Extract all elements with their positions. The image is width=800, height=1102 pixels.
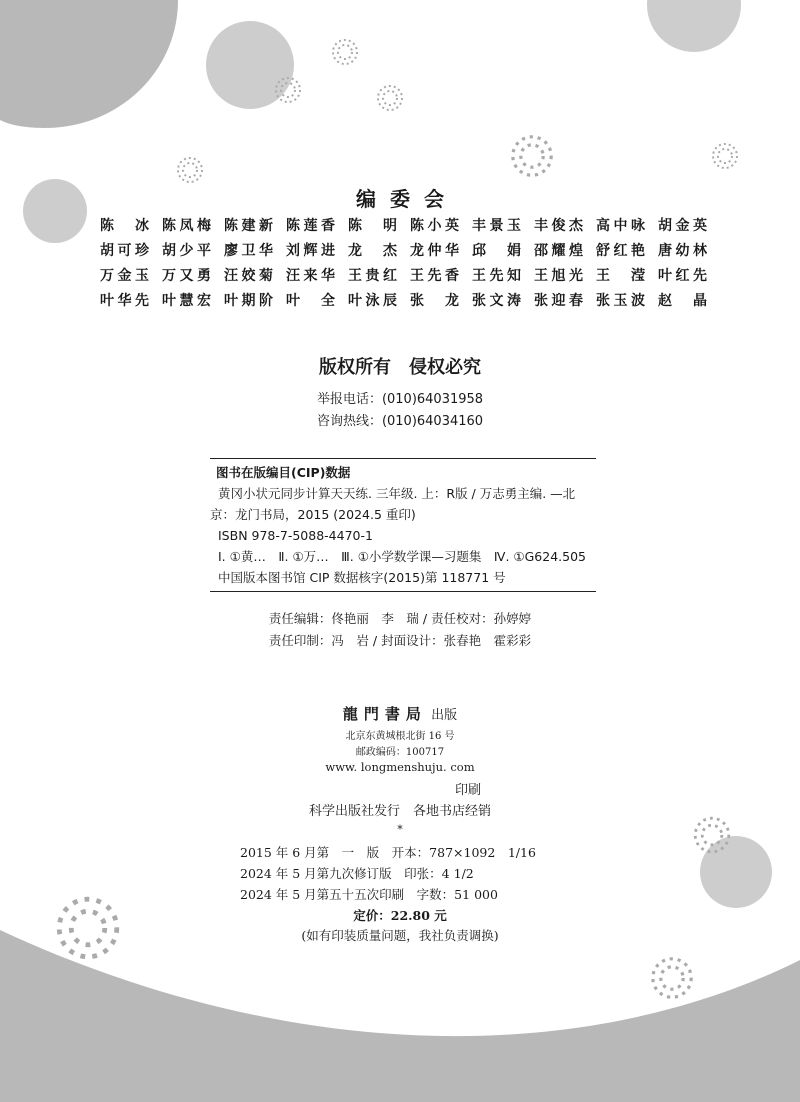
circle-top-center — [206, 21, 294, 109]
committee-name: 胡可珍 — [100, 243, 150, 259]
committee-name: 陈莲香 — [286, 218, 336, 234]
credits-editor-line: 责任编辑：佟艳丽 李 瑞 / 责任校对：孙婷婷 — [268, 611, 532, 626]
committee-name: 赵晶 — [658, 293, 708, 309]
committee-name: 张迎春 — [534, 293, 584, 309]
distribution-line: 科学出版社发行 各地书店经销 — [308, 804, 491, 819]
committee-name: 张文涛 — [472, 293, 522, 309]
committee-name: 万金玉 — [100, 268, 150, 284]
committee-name: 舒红艳 — [596, 243, 646, 259]
cip-catalog-note: 中国版本图书馆 CIP 数据核字(2015)第 118771 号 — [218, 570, 506, 585]
committee-name: 王先知 — [472, 268, 522, 284]
committee-name: 叶期阶 — [224, 293, 274, 309]
publisher-website: www. longmenshuju. com — [325, 760, 475, 774]
credits-print-line: 责任印制：冯 岩 / 封面设计：张春艳 霍彩彩 — [268, 633, 532, 648]
committee-name: 汪来华 — [286, 268, 336, 284]
edition-line-2: 2024 年 5 月第九次修订版 印张：4 1/2 — [240, 866, 474, 881]
separator-star: * — [397, 823, 403, 836]
committee-name: 王贵红 — [348, 268, 398, 284]
committee-name: 张玉波 — [596, 293, 646, 309]
circle-right — [700, 836, 772, 908]
cip-title-line: 黄冈小状元同步计算天天练. 三年级. 上：R版 / 万志勇主编. —北 — [218, 486, 576, 501]
committee-name: 邱娟 — [472, 243, 522, 259]
publisher-address: 北京东黄城根北街 16 号 — [345, 731, 455, 742]
committee-name: 高中咏 — [596, 218, 646, 234]
committee-name-grid — [100, 216, 720, 311]
committee-name: 胡金英 — [658, 218, 708, 234]
report-phone: 举报电话：(010)64031958 — [316, 392, 484, 407]
dot-ornament-4 — [178, 158, 202, 182]
copyright-notice: 版权所有 侵权必究 — [319, 357, 481, 378]
edition-line-1: 2015 年 6 月第 一 版 开本：787×1092 1/16 — [240, 845, 536, 860]
committee-name: 王先香 — [410, 268, 460, 284]
committee-name: 王旭光 — [534, 268, 584, 284]
committee-name: 邵耀煌 — [534, 243, 584, 259]
committee-name: 龙杰 — [348, 243, 398, 259]
publisher-postcode: 邮政编码：100717 — [355, 747, 445, 758]
committee-name: 叶慧宏 — [162, 293, 212, 309]
committee-name: 胡少平 — [162, 243, 212, 259]
circle-top-right — [647, 0, 741, 52]
price: 定价：22.80 元 — [353, 908, 447, 923]
cip-top-rule — [210, 458, 596, 459]
committee-name: 丰景玉 — [472, 218, 522, 234]
publish-label: 出版 — [431, 708, 458, 723]
committee-name: 叶华先 — [100, 293, 150, 309]
committee-name: 叶红先 — [658, 268, 708, 284]
committee-name: 陈明 — [348, 218, 398, 234]
dot-ornament-6 — [713, 144, 737, 168]
edition-line-3: 2024 年 5 月第五十五次印刷 字数：51 000 — [240, 887, 498, 902]
committee-name: 刘辉进 — [286, 243, 336, 259]
hotline-phone: 咨询热线：(010)64034160 — [316, 414, 484, 429]
committee-name: 陈凤梅 — [162, 218, 212, 234]
publisher-logo: 龍門書局 — [342, 705, 427, 723]
committee-name: 叶全 — [286, 293, 336, 309]
committee-name: 唐幼林 — [658, 243, 708, 259]
dot-ornament-1 — [333, 40, 357, 64]
cip-isbn: ISBN 978-7-5088-4470-1 — [218, 528, 373, 543]
printing-label: 印刷 — [455, 783, 482, 798]
committee-name: 丰俊杰 — [534, 218, 584, 234]
committee-name: 汪姣菊 — [224, 268, 274, 284]
committee-name: 万又勇 — [162, 268, 212, 284]
committee-name: 廖卫华 — [224, 243, 274, 259]
committee-title: 编委会 — [356, 187, 458, 211]
quality-notice: (如有印装质量问题，我社负责调换) — [301, 928, 499, 943]
top-left-arc — [0, 0, 178, 128]
cip-publisher-line: 京：龙门书局，2015 (2024.5 重印) — [210, 507, 416, 522]
dot-ornament-9 — [653, 959, 691, 997]
committee-name: 王滢 — [596, 268, 646, 284]
credits-block — [0, 608, 800, 652]
cip-heading: 图书在版编目(CIP)数据 — [216, 465, 351, 480]
publisher-line — [0, 703, 800, 724]
committee-name: 陈建新 — [224, 218, 274, 234]
committee-name: 张龙 — [410, 293, 460, 309]
committee-name: 龙仲华 — [410, 243, 460, 259]
dot-ornament-5 — [513, 137, 551, 175]
cip-bottom-rule — [210, 591, 596, 592]
cip-data-block — [210, 458, 596, 592]
dot-ornament-3 — [378, 86, 402, 110]
committee-name: 陈小英 — [410, 218, 460, 234]
cip-classification: Ⅰ. ①黄… Ⅱ. ①万… Ⅲ. ①小学数学课—习题集 Ⅳ. ①G624.505 — [218, 549, 586, 564]
committee-name: 陈冰 — [100, 218, 150, 234]
committee-name: 叶泳辰 — [348, 293, 398, 309]
bottom-wave — [0, 930, 800, 1102]
